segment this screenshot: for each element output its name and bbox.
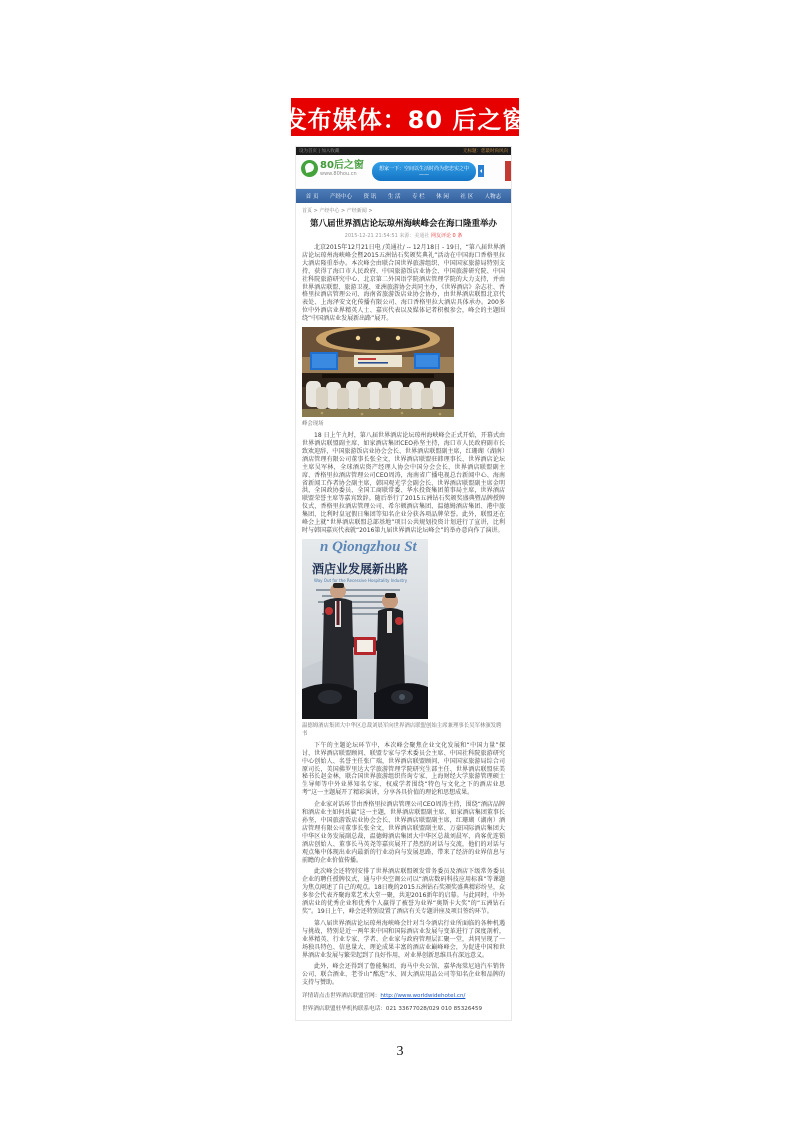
svg-text:n Qiongzhou St: n Qiongzhou St: [320, 538, 417, 555]
article-content: [296, 207, 511, 1012]
nav-item-column[interactable]: 专 栏: [411, 194, 425, 200]
ad-banner-text: 想家一下：空间以生活时尚为您忠实之中——: [378, 166, 469, 178]
paragraph-7: 此外，峰会还得到了鲁能集团、海马中央公馆、嘉华海棠尼迪汽车销售公司、联合酒业、老爷山“酩迭”水、固大酒店用品公司等知名企业和品牌的支持与赞助。: [302, 963, 505, 987]
topbar-right-text: 无标题：您最时尚风向: [463, 149, 508, 154]
nav-item-leisure[interactable]: 休 闲: [436, 194, 449, 200]
nav-item-people[interactable]: 人物志: [484, 194, 502, 200]
paragraph-4: 企业家对话环节由香格里拉酒店管理公司CEO周涛主持，围绕“酒店品牌和酒店业主如何共赢”这一主题，世界酒店联盟副主席、如家酒店集团董事长孙坚，中国旅游饭店业协会会长、世界酒店联盟副主席，红珊瑚（湖南）酒店管理有限公司董事长张全文，世界酒店联盟副主席、万豪国际酒店集团大中华区业务发展副总裁，温德姆酒店集团大中华区总裁刘晨军，尚客优连锁酒店创始人、董事长马英尧等嘉宾展开了热烈的对话与交流，他们的对话与观点集中体现出业内最新的行业动向与发展思路，带来了经济的业界信息与前瞻的企业价值传播。: [302, 801, 505, 864]
article-meta: [302, 232, 505, 239]
topbar-left-links[interactable]: 设为首页 | 加入收藏: [299, 149, 340, 154]
site-url: www.80hou.cn: [320, 170, 357, 177]
nav-item-news[interactable]: 资 讯: [363, 194, 377, 200]
header-cropped-widget: [505, 161, 511, 181]
page-number: 3: [396, 1044, 404, 1059]
site-name: 80后之窗: [320, 159, 364, 171]
site-topbar: [296, 147, 511, 155]
article-datetime: 2015-12-21 21:54:51: [344, 233, 398, 239]
site-header: [296, 155, 511, 189]
paragraph-1: 北京2015年12月21日电 /美通社/ -- 12月18日 - 19日，“第八届世界酒店论坛琼州海峡峰会暨2015五洲钻石奖颁奖典礼”活动在中国海口香格里拉大酒店隆重举办。本次峰会由联合国世界旅游组织、中国国家旅游局特别支持，获得了海口市人民政府、中国旅游饭店业协会、中国旅游研究院、中国社科院旅游研究中心、北京第二外国语学院酒店管理学院的大力支持，并由世界酒店联盟、旅游卫视、亚洲旅游协会共同主办，《世界酒店》杂志社、香格里拉酒店管理公司、海南省旅游饭店业协会协办，由世界酒店联盟北京代表处、上海泽安文化传播有限公司、海口香格里拉大酒店具体承办。200多位中外酒店业界精英人士、嘉宾代表以及媒体记者积极参会，峰会的主题围绕“中国酒店业发展新出路”展开。: [302, 244, 505, 323]
nav-item-community[interactable]: 社 区: [460, 194, 474, 200]
photo2-caption: 温德姆酒店集团大中华区总裁刘晨军向世界酒店联盟创始主席兼理事长吴军林颁发聘书: [302, 722, 502, 737]
paragraph-5: 此次峰会还特别安排了世界酒店联盟颁发常务委员及酒店下级常务委员企业的聘任授牌仪式，通与中央空调公司以“酒店数码科技应用标准”等课题为焦点阐述了自己的观点。18日晚的2015五洲钻石奖颁奖盛典精彩纷呈，众多参会代表齐聚海棠艺术大堂一聚，共迎2016新年的启幕。与此同时，中外酒店业的优秀企业和优秀个人赢得了被誉为业界“奥斯卡大奖”的“五洲钻石奖”。19日上午，峰会还特别设置了酒店有关专题讲座及项目签约环节。: [302, 868, 505, 915]
article-comments[interactable]: 网友评论 0 条: [430, 233, 463, 239]
publish-media-banner: [282, 98, 528, 136]
paragraph-2: 18 日上午九时，第八届世界酒店论坛琼州海峡峰会正式开始，开幕式由世界酒店联盟副主席、如家酒店集团CEO孙坚主持，海口市人民政府副市长致欢迎辞，中国旅游饭店业协会会长、世界酒店联盟副主席，红珊瑚（湖南）酒店管理有限公司董事长张全文，世界酒店联盟驻韩理事长、世界酒店论坛主席吴军林，全球酒店资产经理人协会中国分会会长，世界酒店联盟副主席、香格里拉酒店管理公司CEO周涛，海南省广播电视总台新闻中心、海南省新闻工作者协会副主席，韩国观光学会副会长、世界酒店联盟副主席金明洪，全国政协委员、全国工商联常委、华水投资集团董事局主席，世界酒店联盟荣誉主席等嘉宾致辞。随后举行了2015五洲钻石奖颁奖盛典暨品牌授牌仪式，香格里拉酒店管理公司、希尔顿酒店集团、温德姆酒店集团、港中旅集团、比利时皇冠假日集团等知名企业分获各项品牌荣誉。此外，联盟还在峰会上就“世界酒店联盟总部基地”项目公共规划投资计划进行了宣讲，比利时与韩国嘉宾代表就“2016第九届世界酒店论坛峰会”的举办意向作了演讲。: [302, 432, 505, 534]
publish-media-label: 发布媒体：80 后之窗: [282, 105, 528, 134]
site-logo[interactable]: [301, 160, 364, 177]
article-source: 来源：美通社: [399, 233, 430, 239]
main-nav: [296, 189, 511, 203]
photo-award-handover: [302, 539, 428, 719]
official-site-line: [302, 991, 505, 999]
paragraph-3: 下午的主题论坛环节中，本次峰会聚焦企业文化发展和“中国力量”探讨，世界酒店联盟顾问、联盟专家与学术委员会主席、中国社科院旅游研究中心创始人、名誉主任张广瑞，世界酒店联盟顾问、中国国家旅游局综合司原司长，美国佛罗里达大学旅游管理学院研究生部主任、世界酒店联盟驻美秘书长赵金林，联合国世界旅游组织咨询专家、上海财经大学旅游管理硕士生导师等中外业界知名专家、权威学者围绕“特色与文化之下的酒店业思考”这一主题展开了精彩演讲，分享各具价值的理论和思想成果。: [302, 741, 505, 797]
nav-item-life[interactable]: 生 活: [387, 194, 401, 200]
webpage-screenshot: [295, 146, 512, 1021]
contact-phone-line: 世界酒店联盟驻华机构联系电话：021 33677028/029 010 85326459: [302, 1006, 483, 1013]
ad-banner[interactable]: [372, 162, 476, 181]
official-site-link[interactable]: http://www.worldwidehotel.cn/: [380, 993, 466, 1000]
official-site-label: 详情请点击世界酒店联盟官网：: [302, 993, 381, 1000]
svg-text:酒店业发展新出路: 酒店业发展新出路: [312, 561, 409, 576]
svg-text:Way Out for the Recessive Hosp: Way Out for the Recessive Hospitality Industry: [314, 577, 408, 583]
nav-item-industry[interactable]: 产经中心: [329, 194, 352, 200]
breadcrumb[interactable]: 首页 > 产经中心 > 产经新闻 >: [302, 208, 373, 214]
carousel-prev-button[interactable]: [478, 165, 484, 177]
paragraph-6: 第八届世界酒店论坛琼州海峡峰会针对当今酒店行业所面临的各种机遇与挑战，特别是近一两年来中国和国际酒店业发展与变革进行了深度剖析，业界精英、行业专家、学者、企业家与政府管理层汇聚一堂，共同呈现了一场独具特色、信息量大、理论成果丰富的酒店业巅峰峰会，为促进中国和世界酒店业发展与繁荣起到了良好作用，对业界创新思维具有深远意义。: [302, 919, 505, 959]
photo-summit-scene: [302, 327, 454, 417]
site-logo-icon: [301, 160, 318, 177]
nav-item-home[interactable]: 首 页: [305, 194, 319, 200]
photo1-caption: 峰会现场: [302, 421, 324, 428]
article-title: 第八届世界酒店论坛琼州海峡峰会在海口隆重举办: [309, 219, 497, 229]
